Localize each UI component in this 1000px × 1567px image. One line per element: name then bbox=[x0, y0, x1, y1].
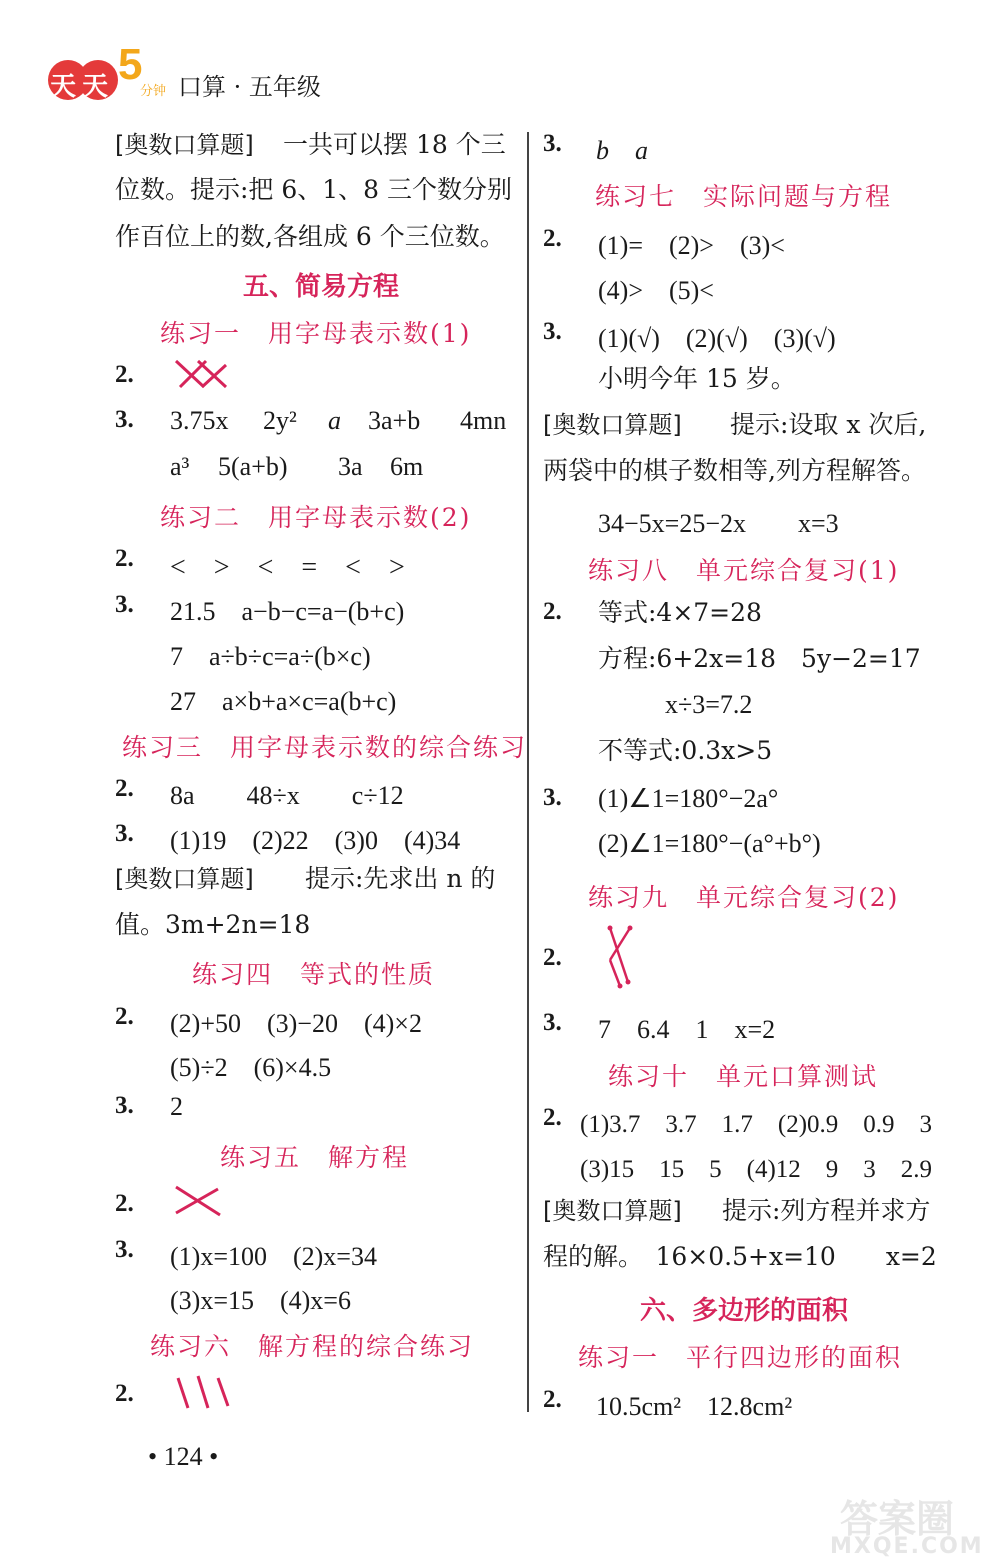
question-number: 3. bbox=[115, 591, 134, 618]
exercise-title: 练习一 用字母表示数(1) bbox=[160, 319, 472, 348]
olympiad-text: 提示:设取 x 次后, bbox=[730, 410, 927, 439]
question-number: 2. bbox=[543, 598, 562, 625]
olympiad-text: 程的解。 16×0.5+x=10 x=2 bbox=[543, 1242, 937, 1271]
logo-small-text: 分钟 bbox=[140, 84, 167, 99]
question-number: 3. bbox=[115, 1092, 134, 1119]
logo-text: 天天 bbox=[50, 72, 115, 102]
answer-text: (1)∠1=180°−2a° bbox=[598, 784, 779, 813]
question-number: 3. bbox=[543, 130, 562, 157]
question-number: 2. bbox=[115, 775, 134, 802]
watermark-text: 答案圈 bbox=[840, 1497, 955, 1541]
answer-text: 小明今年 15 岁。 bbox=[598, 364, 796, 393]
page-header-title: 口算 · 五年级 bbox=[178, 73, 321, 101]
logo-number: 5 bbox=[118, 40, 143, 89]
question-number: 3. bbox=[115, 1236, 134, 1263]
exercise-title: 练习六 解方程的综合练习 bbox=[150, 1332, 475, 1361]
answer-text: 21.5 a−b−c=a−(b+c) bbox=[170, 597, 405, 626]
answer-text: (1)= (2)> (3)< bbox=[598, 231, 785, 260]
answer-text: 34−5x=25−2x x=3 bbox=[598, 509, 839, 538]
answer-text: 8a 48÷x c÷12 bbox=[170, 781, 404, 810]
answer-text: (3)x=15 (4)x=6 bbox=[170, 1286, 351, 1315]
watermark bbox=[780, 1488, 995, 1558]
question-number: 3. bbox=[543, 1009, 562, 1036]
exercise-title: 练习十 单元口算测试 bbox=[608, 1062, 879, 1091]
answer-text: (3)15 15 5 (4)12 9 3 2.9 bbox=[580, 1156, 933, 1183]
exercise-title: 练习二 用字母表示数(2) bbox=[160, 503, 472, 532]
book-logo bbox=[0, 52, 130, 102]
answer-text: (1)3.7 3.7 1.7 (2)0.9 0.9 3 bbox=[580, 1111, 933, 1138]
olympiad-tag: [奥数口算题] bbox=[115, 865, 254, 893]
matching-lines-mark bbox=[600, 920, 640, 992]
exercise-title: 练习七 实际问题与方程 bbox=[595, 182, 893, 211]
answer-text: (1)x=100 (2)x=34 bbox=[170, 1242, 377, 1271]
answer-text: (1)(√) (2)(√) (3)(√) bbox=[598, 324, 836, 353]
question-number: 2. bbox=[543, 1386, 562, 1413]
question-number: 2. bbox=[115, 1190, 134, 1217]
answer-item: a³ bbox=[170, 452, 190, 481]
answer-text: 不等式:0.3x>5 bbox=[598, 736, 773, 765]
answer-text: 等式:4×7=28 bbox=[598, 598, 762, 627]
olympiad-text: 提示:先求出 n 的 bbox=[305, 864, 496, 893]
answer-text: (2)+50 (3)−20 (4)×2 bbox=[170, 1009, 422, 1038]
olympiad-tag: [奥数口算题] bbox=[115, 131, 254, 159]
exercise-title: 练习八 单元综合复习(1) bbox=[588, 556, 900, 585]
question-number: 2. bbox=[543, 225, 562, 252]
answer-text: 7 a÷b÷c=a÷(b×c) bbox=[170, 642, 371, 671]
answer-text: < > < = < > bbox=[170, 552, 405, 583]
answer-item: a bbox=[328, 406, 341, 435]
question-number: 3. bbox=[115, 406, 134, 433]
exercise-title: 练习四 等式的性质 bbox=[192, 960, 436, 989]
answer-text: 方程:6+2x=18 5y−2=17 bbox=[598, 644, 921, 673]
answer-text: 7 6.4 1 x=2 bbox=[598, 1015, 776, 1044]
question-number: 3. bbox=[543, 318, 562, 345]
watermark-url: MXQE.COM bbox=[830, 1534, 984, 1559]
answer-item: 3.75x bbox=[170, 406, 229, 435]
answer-item: 5(a+b) bbox=[218, 452, 288, 481]
olympiad-text: 位数。提示:把 6、1、8 三个数分别 bbox=[115, 175, 513, 204]
answer-text: 10.5cm² 12.8cm² bbox=[596, 1392, 793, 1421]
question-number: 3. bbox=[115, 820, 134, 847]
answer-text: (1)19 (2)22 (3)0 (4)34 bbox=[170, 826, 461, 855]
exercise-title: 练习三 用字母表示数的综合练习 bbox=[122, 733, 528, 762]
matching-lines-mark bbox=[172, 1372, 234, 1414]
exercise-title: 练习九 单元综合复习(2) bbox=[588, 883, 900, 912]
olympiad-text: 提示:列方程并求方 bbox=[722, 1196, 931, 1225]
olympiad-tag: [奥数口算题] bbox=[543, 411, 682, 439]
answer-text: x÷3=7.2 bbox=[665, 690, 753, 719]
olympiad-text: 两袋中的棋子数相等,列方程解答。 bbox=[543, 456, 926, 485]
answer-text: (2)∠1=180°−(a°+b°) bbox=[598, 829, 821, 858]
question-number: 3. bbox=[543, 784, 562, 811]
crossed-lines-mark bbox=[172, 357, 230, 391]
question-number: 2. bbox=[115, 1003, 134, 1030]
olympiad-tag: [奥数口算题] bbox=[543, 1197, 682, 1225]
answer-item: 4mn bbox=[460, 406, 507, 435]
exercise-title: 练习五 解方程 bbox=[220, 1143, 410, 1172]
answer-text: b a bbox=[596, 136, 649, 165]
question-number: 2. bbox=[115, 361, 134, 388]
answer-text: (4)> (5)< bbox=[598, 276, 714, 305]
answer-item: 6m bbox=[390, 452, 424, 481]
question-number: 2. bbox=[543, 944, 562, 971]
answer-item: 3a+b bbox=[368, 406, 421, 435]
question-number: 2. bbox=[115, 1380, 134, 1407]
exercise-title: 练习一 平行四边形的面积 bbox=[578, 1343, 903, 1372]
answer-item: 2y² bbox=[263, 406, 297, 435]
question-number: 2. bbox=[543, 1104, 562, 1131]
answer-item: 3a bbox=[338, 452, 363, 481]
section-title: 六、多边形的面积 bbox=[640, 1296, 849, 1326]
answer-text: 27 a×b+a×c=a(b+c) bbox=[170, 687, 397, 716]
section-title: 五、简易方程 bbox=[243, 272, 400, 302]
page-number: • 124 • bbox=[148, 1442, 219, 1471]
column-divider bbox=[527, 132, 529, 1412]
olympiad-text: 作百位上的数,各组成 6 个三位数。 bbox=[115, 222, 505, 251]
question-number: 2. bbox=[115, 545, 134, 572]
answer-text: (5)÷2 (6)×4.5 bbox=[170, 1053, 332, 1082]
answer-text: 2 bbox=[170, 1092, 183, 1121]
crossed-lines-mark bbox=[172, 1183, 224, 1219]
olympiad-text: 一共可以摆 18 个三 bbox=[283, 130, 506, 159]
olympiad-text: 值。3m+2n=18 bbox=[115, 910, 311, 939]
